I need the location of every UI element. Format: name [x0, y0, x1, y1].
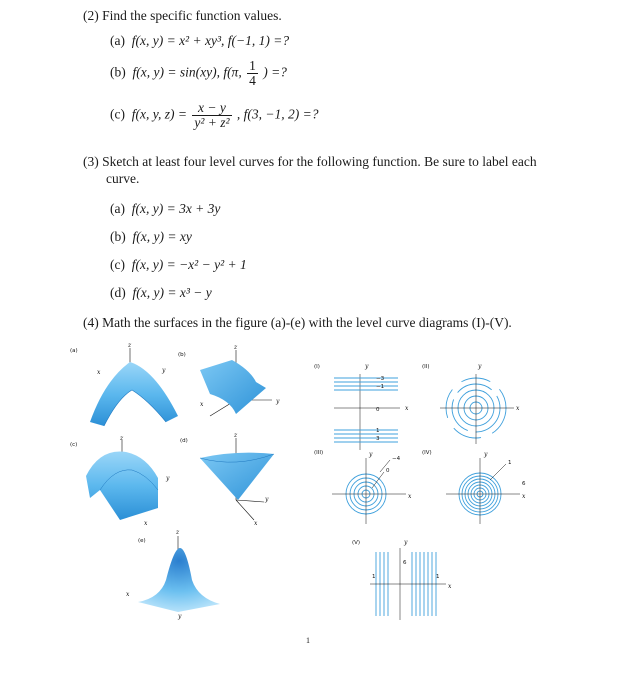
level-I-label: (I) — [314, 364, 320, 370]
q2c-expression-right: , f(3, −1, 2) =? — [236, 106, 319, 122]
surface-a — [90, 342, 178, 426]
surface-d-z-label: z — [234, 432, 238, 439]
level-IV-x-label: x — [522, 493, 526, 500]
q2b-fraction-denominator: 4 — [249, 73, 256, 88]
level-III-y-label: y — [369, 451, 373, 458]
surface-e-shape — [138, 548, 220, 612]
surface-b-x-label: x — [200, 401, 204, 408]
q2b — [110, 59, 287, 88]
q2c-label: (c) — [110, 106, 125, 122]
surface-e-label: (e) — [138, 538, 146, 544]
level-I-value-4: 1 — [376, 428, 380, 434]
q2a — [110, 33, 289, 49]
level-V-x-label: x — [448, 583, 452, 590]
level-I-value-3: 0 — [376, 407, 380, 413]
q3d-expression: f(x, y) = x³ − y — [132, 285, 212, 300]
level-III-value-1: −4 — [392, 456, 401, 462]
level-V-value-3: 1 — [436, 574, 440, 580]
surface-d — [200, 432, 274, 527]
q2a-expression: f(x, y) = x² + xy³, f(−1, 1) =? — [131, 33, 290, 48]
surface-e-z-label: z — [176, 529, 180, 536]
level-diagram-V — [370, 548, 446, 620]
q3a — [110, 201, 220, 217]
surface-a-z-label: z — [128, 342, 132, 349]
q3c — [110, 257, 247, 273]
surface-b-shape — [200, 360, 266, 414]
page-number: 1 — [306, 636, 310, 645]
q3d-label: (d) — [110, 285, 126, 300]
surface-b-label: (b) — [178, 352, 186, 358]
q2c-expression-left: f(x, y, z) = — [131, 106, 187, 122]
surface-a-label: (a) — [70, 348, 78, 354]
level-II-x-label: x — [516, 405, 520, 412]
q3b-expression: f(x, y) = xy — [132, 229, 192, 244]
level-diagram-II — [440, 374, 514, 444]
level-III-label: (III) — [314, 450, 324, 456]
level-III-value-2: 0 — [386, 468, 390, 474]
q3b-label: (b) — [110, 229, 126, 244]
level-IV-y-label: y — [484, 451, 488, 458]
level-V-label: (V) — [352, 540, 361, 546]
level-V-value-1: 1 — [372, 574, 376, 580]
level-V-value-2: 6 — [403, 560, 407, 566]
level-IV-label: (IV) — [422, 450, 432, 456]
level-V-y-label: y — [404, 539, 408, 546]
surface-d-shape — [200, 453, 274, 500]
q3c-expression: f(x, y) = −x² − y² + 1 — [131, 257, 247, 272]
surface-d-label: (d) — [180, 438, 188, 444]
q3c-label: (c) — [110, 257, 125, 272]
q2b-expression-left: f(x, y) = sin(xy), f(π, — [132, 64, 242, 80]
level-III-x-label: x — [408, 493, 412, 500]
level-IV-value-1: 1 — [508, 460, 512, 466]
surface-d-y-axis — [236, 500, 264, 502]
level-I-value-1: −3 — [376, 376, 385, 382]
q3b — [110, 229, 192, 245]
q3d — [110, 285, 212, 301]
level-I-value-5: 3 — [376, 436, 380, 442]
level-diagram-IV — [446, 458, 520, 524]
surface-c — [86, 435, 170, 527]
level-I-x-label: x — [405, 405, 409, 412]
q2-heading: (2) Find the specific function values. — [83, 8, 282, 23]
surface-a-x-label: x — [97, 369, 101, 376]
surface-e-y-label: y — [178, 613, 182, 620]
surface-b — [200, 344, 280, 416]
surface-d-x-label: x — [254, 520, 258, 527]
q2b-fraction-numerator: 1 — [249, 58, 256, 73]
level-II-label: (II) — [422, 364, 430, 370]
surface-c-z-label: z — [120, 435, 124, 442]
level-diagram-III — [332, 458, 406, 524]
q2b-label: (b) — [110, 64, 126, 80]
surface-c-y-label: y — [166, 475, 170, 482]
q2a-label: (a) — [110, 33, 125, 48]
level-I-y-label: y — [365, 363, 369, 370]
q2c-fraction — [192, 101, 231, 130]
surface-c-x-label: x — [144, 520, 148, 527]
surface-e-x-label: x — [126, 591, 130, 598]
q3-heading-line2: curve. — [106, 171, 140, 186]
surface-d-y-label: y — [265, 496, 269, 503]
q3a-expression: f(x, y) = 3x + 3y — [131, 201, 221, 216]
surface-b-z-label: z — [234, 344, 238, 351]
q2c — [110, 101, 319, 130]
level-II-y-label: y — [478, 363, 482, 370]
surfaces-and-level-curves-figure — [60, 340, 560, 630]
level-diagram-I — [334, 374, 400, 450]
surface-a-y-label: y — [162, 367, 166, 374]
q3a-label: (a) — [110, 201, 125, 216]
surface-c-shape — [86, 452, 158, 521]
q2b-fraction — [247, 59, 258, 88]
level-IV-value-2: 6 — [522, 481, 526, 487]
q2b-expression-right: ) =? — [263, 64, 287, 80]
level-I-value-2: −1 — [376, 384, 385, 390]
q3-heading-line1: (3) Sketch at least four level curves for the following function. Be sure to label each — [83, 154, 537, 169]
q2c-fraction-numerator: x − y — [192, 101, 231, 116]
q2c-fraction-denominator: y² + z² — [194, 115, 230, 130]
q4-heading: (4) Math the surfaces in the figure (a)-(e) with the level curve diagrams (I)-(V). — [83, 315, 512, 330]
surface-b-y-label: y — [276, 398, 280, 405]
surface-d-x-axis — [236, 500, 254, 520]
surface-c-label: (c) — [70, 442, 78, 448]
